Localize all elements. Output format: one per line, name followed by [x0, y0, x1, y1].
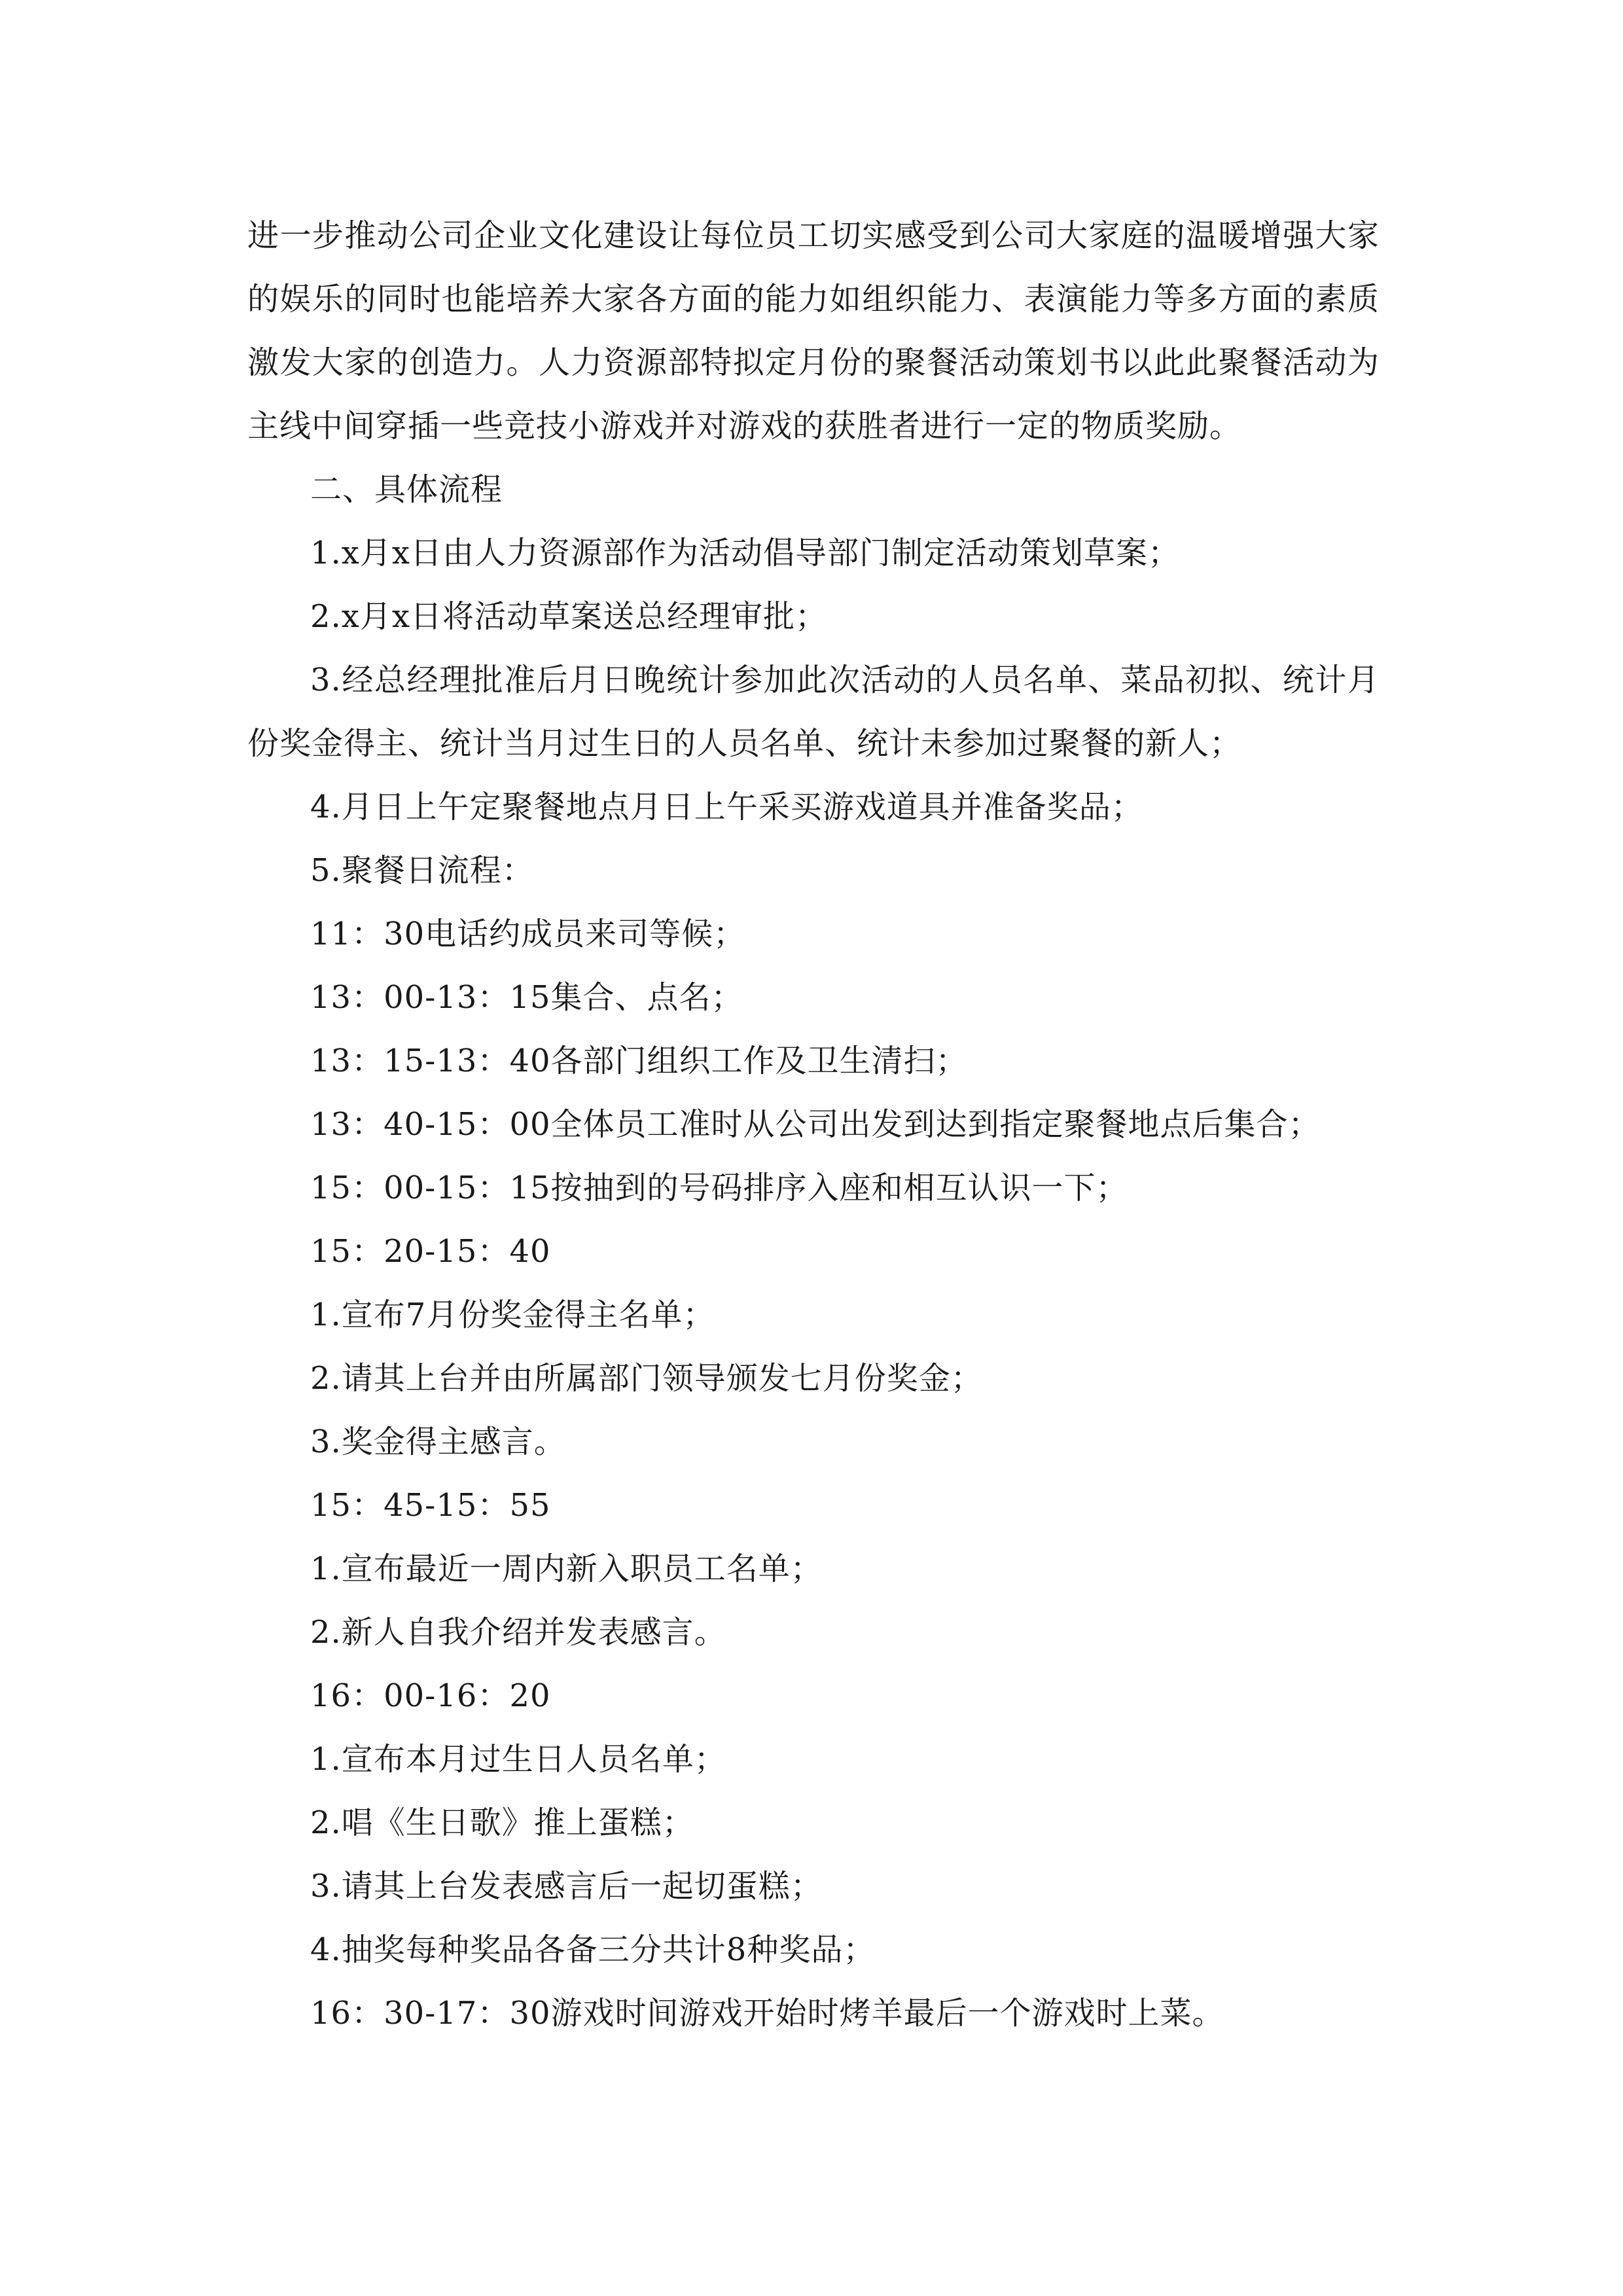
- schedule-item: 2.唱《生日歌》推上蛋糕；: [310, 1804, 694, 1841]
- schedule-item: 4.抽奖每种奖品各备三分共计8种奖品；: [310, 1931, 876, 1968]
- step-item: 2.x月x日将活动草案送总经理审批；: [310, 598, 827, 635]
- schedule-item: 15：00-15：15按抽到的号码排序入座和相互认识一下；: [310, 1170, 1128, 1206]
- schedule-item: 16：30-17：30游戏时间游戏开始时烤羊最后一个游戏时上菜。: [310, 1995, 1224, 2032]
- schedule-item: 1.宣布最近一周内新入职员工名单；: [310, 1551, 823, 1587]
- schedule-item: 1.宣布本月过生日人员名单；: [310, 1741, 726, 1778]
- schedule-item: 3.奖金得主感言。: [310, 1424, 566, 1460]
- step-item: 1.x月x日由人力资源部作为活动倡导部门制定活动策划草案；: [310, 535, 1180, 571]
- schedule-item: 11：30电话约成员来司等候；: [310, 916, 746, 952]
- intro-paragraph: 进一步推动公司企业文化建设让每位员工切实感受到公司大家庭的温暖增强大家的娱乐的同时也能培养大家各方面的能力如组织能力、表演能力等多方面的素质激发大家的创造力。人力资源部特拟定月份的聚餐活动策划书以此此聚餐活动为主线中间穿插一些竞技小游戏并对游戏的获胜者进行一定的物质奖励。: [247, 217, 1380, 444]
- schedule-item: 1.宣布7月份奖金得主名单；: [310, 1297, 715, 1333]
- step-item: 3.经总经理批准后月日晚统计参加此次活动的人员名单、菜品初拟、统计月份奖金得主、统计当月过生日的人员名单、统计未参加过聚餐的新人；: [247, 662, 1380, 762]
- schedule-item: 2.请其上台并由所属部门领导颁发七月份奖金；: [310, 1360, 983, 1397]
- document-body: [247, 204, 1380, 2045]
- schedule-item: 13：15-13：40各部门组织工作及卫生清扫；: [310, 1043, 968, 1079]
- schedule-item: 13：40-15：00全体员工准时从公司出发到达到指定聚餐地点后集合；: [310, 1106, 1321, 1143]
- schedule-item: 13：00-13：15集合、点名；: [310, 979, 743, 1016]
- section-heading: 二、具体流程: [310, 471, 503, 508]
- schedule-item: 3.请其上台发表感言后一起切蛋糕；: [310, 1868, 823, 1905]
- schedule-time: 16：00-16：20: [310, 1677, 551, 1714]
- schedule-time: 15：45-15：55: [310, 1487, 551, 1524]
- step-item: 4.月日上午定聚餐地点月日上午采买游戏道具并准备奖品；: [310, 789, 1143, 825]
- step-item: 5.聚餐日流程：: [310, 852, 534, 889]
- schedule-item: 2.新人自我介绍并发表感言。: [310, 1614, 726, 1651]
- schedule-time: 15：20-15：40: [310, 1233, 551, 1270]
